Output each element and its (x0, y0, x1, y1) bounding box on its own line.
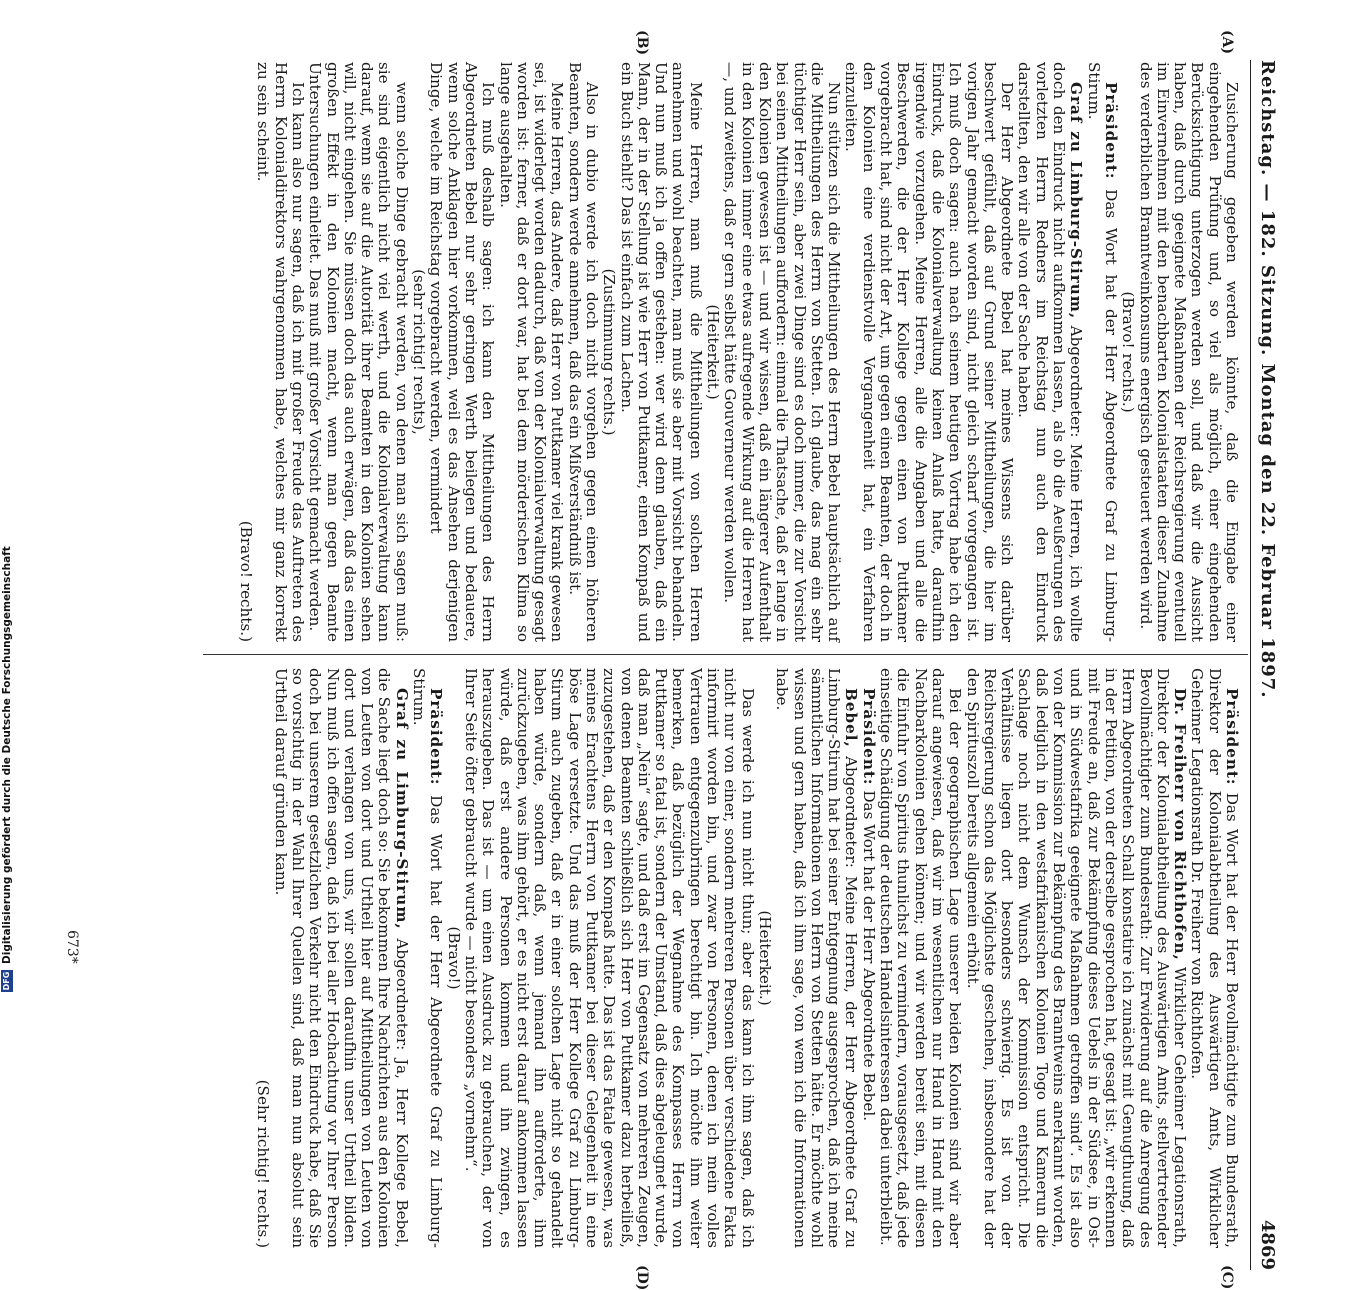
left-column (237, 62, 1240, 642)
interjection (237, 62, 254, 642)
paragraph-text: Zusicherung gegeben werden könnte, daß die Eingabe einer eingehenden Prüfung und, so viel als möglich, einer eingehenden Berücksichtigung unterzogen werden soll, und daß wir die Aussicht haben, daß durch geeignete Maßnahmen der Reichsregierung eventuell im Einvernehmen mit den benachbarten Kolonialstaaten dieser Zunahme des verderblichen Branntweinkonsums energisch gesteuert werden wird. (1136, 62, 1241, 642)
paragraph (842, 62, 1015, 642)
interjection (410, 62, 427, 642)
paragraph-text: Das Wort hat der Herr Abgeordnete Graf zu Limburg-Stirum. (1084, 62, 1120, 643)
paragraph-text: Also in dubio werde ich doch nicht vorgehen gegen einen höheren Beamten, sondern werde annehmen, daß das ein Mißverständniß ist. (565, 62, 602, 642)
interjection (1119, 62, 1136, 642)
paragraph (254, 62, 306, 642)
right-column (254, 668, 1240, 1248)
paragraph-text: Der Herr Abgeordnete Bebel hat meines Wissens sich darüber beschwert gefühlt, daß auf Grund seiner Mittheilungen, die hier im vorigen Jahr gemacht worden sind, nicht gleich scharf vorgegangen ist. Ich muß doch sagen: auch nach seinem heutigen Vortrag habe ich den Eindruck, daß die Kolonialverwaltung keinen Anlaß hatte, daraufhin irgendwie vorzugehen. Meine Herren, alle die Angaben und alle die Beschwerden, die der Herr Kollege gegen einen von Puttkamer vorgebracht hat, sind nicht der Art, um gegen einen Beamten, der doch in den Kolonien eine verdienstvolle Vergangenheit hat, ein Verfahren einzuleiten. (842, 62, 1017, 642)
speaker-name: Graf zu Limburg-Stirum, (1067, 82, 1086, 320)
paragraph-text: (Sehr richtig! rechts.) (254, 1079, 273, 1248)
dfg-logo-icon: DFG (2, 971, 11, 991)
paragraph-text: Das Wort hat der Herr Bevollmächtigte zum Bundesrath, Direktor der Kolonialabtheilung des Auswärtigen Amts, Wirklicher Geheimer Legationsrath Dr. Freiherr von Richthofen. (1188, 668, 1241, 1249)
paragraph-text: Ich kann also nur sagen, daß ich mit großer Freude das Auftreten des Herrn Kolonialdirektors wahrgenommen habe, welches mir ganz korrekt zu sein scheint. (254, 62, 307, 642)
paragraph (1136, 62, 1240, 642)
sheet-number: 673* (64, 930, 80, 964)
margin-mark-c: (C) (1219, 1265, 1235, 1290)
interjection (444, 668, 461, 1248)
paragraph-text: (Bravo! rechts.) (237, 520, 256, 642)
paragraph (271, 668, 409, 1248)
paragraph-text: Das werde ich nun nicht thun; aber das kann ich ihm sagen, daß ich nicht nur von einer, sondern mehreren Personen über verschiedene Fakta informirt worden bin, und zwar von Personen, denen ich mein volles Vertrauen entgegenzubringen berechtigt bin. Ich möchte ihm weiter bemerken, daß bezüglich der Wegnahme des Kompasses Herrn von Puttkamer so fatal ist, sondern der Umstand, daß dies abgeleugnet wurde, daß man „Nein“ sagte, und daß erst im Gegensatz von mehreren Zeugen, von denen Beamten schließlich sich Herr von Puttkamer dazu herbeiließ, zuzugestehen, daß er den Kompaß hatte. Das ist das Fatale gewesen, was meines Erachtens Herrn von Puttkamer bei dieser Gelegenheit in eine böse Lage versetzte. Und das muß der Herr Kollege Graf zu Limburg-Stirum auch zugeben, daß er in einer solchen Lage nicht so gehandelt haben würde, sondern daß, wenn jemand ihn aufforderte, ihm zurückzugeben, was ihm gehört, er es nicht erst darauf ankommen lassen würde, daß erst andere Personen kommen und ihn zwingen, es herauszugeben. Das ist — um einen Ausdruck zu gebrauchen, der von Ihrer Seite öfter gebraucht wurde — nicht besonders „vornehm“. (461, 668, 757, 1248)
header-title: Reichstag. — 182. Sitzung. Montag den 22. Februar 1897. (1257, 60, 1279, 699)
paragraph-text: Ich muß deshalb sagen: ich kann den Mittheilungen des Herrn Abgeordneten Bebel nur sehr geringen Werth beilegen und bedauere, wenn solche Anklagen hier vorkommen, weil es das Ansehen derjenigen Dinge, welche im Reichstag vorgebracht werden, vermindert (427, 62, 498, 642)
paragraph (496, 62, 565, 642)
paragraph-text: Wirklicher Geheimer Legationsrath, Direktor der Kolonialabtheilung des Auswärtigen Amts, stellvertretender Bevollmächtigter zum Bundesrath: Zur Erwiderung auf die Anregung des Herrn Abgeordneten Schall konstatire ich zunächst mit Genugthuung, daß in der Petition, von der derselbe gesprochen hat, gesagt ist: „wir erkennen mit Freude an, daß zur Bekämpfung dieses Uebels in der Südsee, in Ost- und in Südwestafrika geeignete Maßnahmen getroffen sind“. Es ist also von der Kommission zur Bekämpfung des Branntweins anerkannt worden, daß lediglich in den westafrikanischen Kolonien Togo und Kamerun die Sachlage noch nicht dem Wunsch der Kommission entspricht. Die Verhältnisse liegen dort besonders schwierig. Es ist von der Reichsregierung schon das Möglichste geschehen, insbesondere hat der den Spirituszoll bereits allgemein erhöht. (963, 668, 1190, 1248)
page-header (1250, 60, 1285, 1270)
paragraph (565, 62, 600, 642)
paragraph (1188, 668, 1240, 1248)
speaker-name: Präsident: (427, 688, 446, 786)
side-credit (0, 0, 14, 1000)
paragraph-text: Bei der geographischen Lage unserer beiden Kolonien sind wir aber darauf angewiesen, daß wir im wesentlichen nur Hand in Hand mit den Nachbarkolonien gehen können; und wir werden bereit sein, mit diesen die Einfuhr von Spiritus thunlichst zu vermindern, vorausgesetzt, daß jede einseitige Schädigung der deutschen Handelsinteressen dabei unterbleibt. (877, 668, 965, 1248)
speaker-name: Bebel, (842, 688, 861, 748)
interjection (254, 668, 271, 1248)
column-divider (203, 654, 1248, 655)
paragraph (773, 668, 859, 1248)
paragraph (427, 62, 496, 642)
paragraph-text: Meine Herren, man muß die Mittheilungen von solchen Herren annehmen und wohl beachten, man muß sie aber mit Vorsicht behandeln. Und nun muß ich ja offen gestehen: wer wird denn glauben, daß ein Mann, der in der Stellung ist wie Herr von Puttkamer, einen Kompaß und ein Buch stiehlt? Das ist einfach zum Lachen. (617, 62, 705, 642)
interjection (600, 62, 617, 642)
credit-line: Digitalisierung gefördert durch die Deutsche Forschungsgemeinschaft (1, 546, 13, 964)
page-number: 4869 (1257, 1219, 1279, 1270)
paragraph (963, 668, 1188, 1248)
paragraph (1084, 62, 1119, 642)
paragraph-text: Das Wort hat der Herr Abgeordnete Bebel. (859, 790, 878, 1122)
paragraph-text: Abgeordneter: Meine Herren, ich wollte doch den Eindruck nicht aufkommen lassen, als ob die Aeußerungen des vorletzten Herrn Redners im Reichstag nun auch den Eindruck darstellten, den wir alle von der Sache haben. (1015, 62, 1086, 642)
interjection (756, 668, 773, 1248)
paragraph-text: Abgeordneter: Meine Herren, der Herr Abgeordnete Graf zu Limburg-Stirum hat bei seiner Entgegnung ausgesprochen, daß ich meine sämmtlichen Informationen von Herrn von Stetten hätte. Er möchte wohl wissen und gern haben, daß ich ihm sage, von wem ich die Informationen habe. (773, 668, 861, 1248)
margin-mark-d: (D) (634, 1265, 650, 1290)
paragraph-text: wenn solche Dinge gebracht werden, von denen man sich sagen muß: sie sind eigentlich nicht viel werth, und die Kolonialverwaltung kann darauf, wenn sie auf die Autorität ihrer Beamten in den Kolonien sehen will, nicht eingehen. Sie müssen doch das auch erwägen, daß das einen großen Effekt in den Kolonien macht, wenn man gegen Beamte Untersuchungen einleitet. Das muß mit großer Vorsicht gemacht werden. (306, 62, 411, 642)
margin-mark-a: (A) (1219, 30, 1235, 55)
paragraph (877, 668, 963, 1248)
paragraph-text: (Bravo! rechts.) (1119, 291, 1138, 413)
paragraph (410, 668, 445, 1248)
speaker-name: Dr. Freiherr von Richthofen, (1171, 688, 1190, 961)
paragraph (859, 668, 876, 1248)
paragraph (617, 62, 703, 642)
paragraph-text: Nun stützen sich die Mittheilungen des Herrn Bebel hauptsächlich auf die Mittheilungen des Herrn von Stetten. Ich glaube, das mag ein sehr tüchtiger Herr sein, aber zwei Dinge sind es doch immer, die zur Vorsicht bei seinen Mittheilungen auffordern: einmal die Thatsache, daß er lange in den Kolonien gewesen ist — und wir wissen, daß ein längerer Aufenthalt in den Kolonien immer eine etwas aufregende Wirkung auf die Herren hat —, und zweitens, daß er gern selbst hätte Gouverneur werden wollen. (721, 62, 844, 642)
speaker-name: Präsident: (1101, 82, 1120, 180)
paragraph (721, 62, 842, 642)
margin-mark-b: (B) (634, 30, 650, 56)
digitization-credit (0, 980, 1353, 1000)
paragraph-text: Das Wort hat der Herr Abgeordnete Graf zu Limburg-Stirum. (410, 668, 446, 1249)
speaker-name: Präsident: (1223, 688, 1241, 786)
paragraph-text: (Heiterkeit.) (704, 304, 723, 400)
speaker-name: Graf zu Limburg-Stirum, (392, 688, 411, 930)
paragraph-text: Abgeordneter: Ja, Herr Kollege Bebel, die Sache liegt doch so: Sie bekommen Ihre Nachrichten aus den Kolonien von Leuten von dort und Urtheil hier auf Mittheilungen von Leuten von dort und verlangen von uns, wir sollen daraufhin unser Urtheil bilden. Nun muß ich offen sagen, daß ich bei aller Hochachtung vor Ihrer Person doch bei unserem gesetzlichen Verkehr nicht den Eindruck habe, daß Sie so vorsichtig in der Wahl Ihrer Quellen sind, daß man nun absolut sein Urtheil darauf gründen kann. (271, 668, 411, 1248)
paragraph-text: (Heiterkeit.) (755, 910, 774, 1006)
paragraph-text: (Zustimmung rechts.) (600, 268, 619, 436)
paragraph-text: (sehr richtig! rechts), (410, 269, 429, 435)
paragraph (462, 668, 756, 1248)
interjection (704, 62, 721, 642)
speaker-name: Präsident: (859, 688, 878, 786)
paragraph (306, 62, 410, 642)
paragraph (1015, 62, 1084, 642)
paragraph-text: Meine Herren, das Andere, daß Herr von Puttkamer viel krank gewesen sei, ist widerlegt worden dadurch, daß von der Kolonialverwaltung gesagt worden ist: ferner, daß er dort war, hat bei dem mörderischen Klima so lange ausgehalten. (496, 62, 567, 642)
paragraph-text: (Bravo!) (444, 926, 463, 990)
